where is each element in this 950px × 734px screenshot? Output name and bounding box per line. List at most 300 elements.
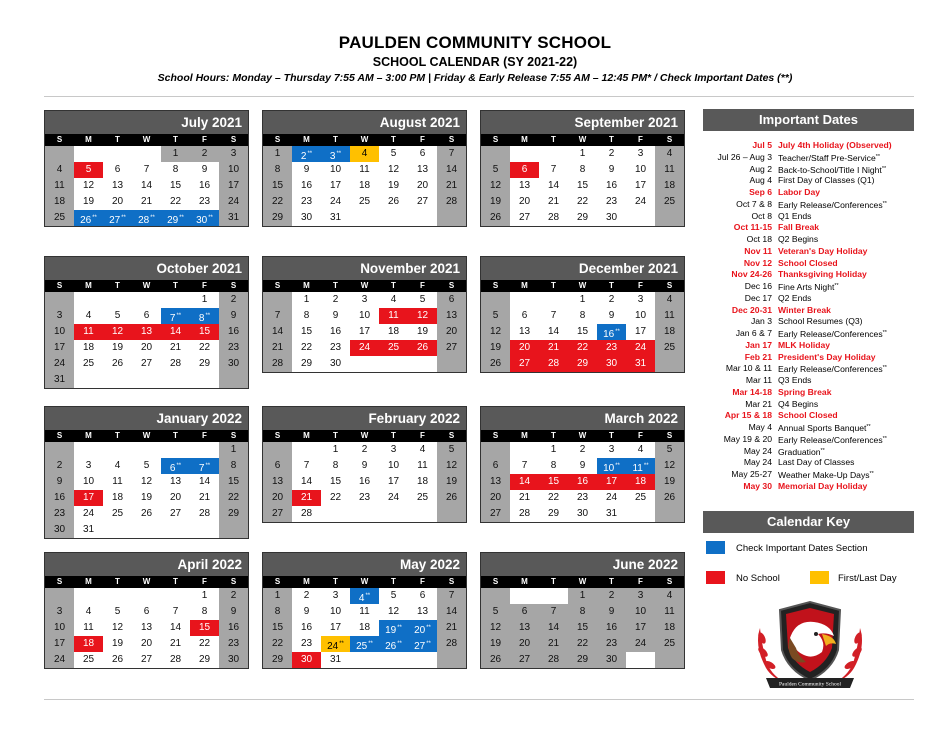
day-cell: 5 [114, 310, 121, 321]
day-cell: 26 [111, 654, 124, 665]
bottom-divider [44, 699, 914, 700]
day-cell: 11 [655, 604, 684, 620]
weekday-label: T [551, 431, 556, 440]
day-cell: 22 [263, 194, 292, 210]
day-cell: 31 [219, 210, 248, 226]
weekday-label: S [666, 577, 673, 586]
empty-cell [132, 588, 161, 604]
day-cell: 29 [576, 212, 589, 223]
day-cell: 30 [329, 358, 342, 369]
important-event: Early Release/Conferences** [778, 434, 887, 445]
important-event [778, 175, 914, 187]
day-cell: 25** [350, 636, 379, 652]
day-cell: 29 [568, 652, 597, 668]
weekday-label: M [85, 135, 92, 144]
important-date: May 24 [743, 445, 772, 456]
key-yellow-swatch [810, 571, 829, 584]
weekday-label: T [391, 135, 396, 144]
important-date-row [703, 175, 914, 187]
day-cell: 20** [408, 620, 437, 636]
empty-cell [103, 146, 132, 162]
day-cell: 13 [416, 164, 429, 175]
empty-cell [132, 442, 161, 458]
important-event [778, 140, 914, 152]
day-cell: 31 [45, 372, 74, 388]
day-cell: 11 [45, 178, 74, 194]
event-text: Fall Break [778, 222, 820, 233]
day-cell: 29 [547, 508, 560, 519]
important-date: Oct 11-15 [733, 222, 772, 233]
day-cell: 27 [140, 654, 153, 665]
empty-cell [350, 356, 379, 372]
day-cell: 10 [329, 606, 342, 617]
day-cell: 2 [608, 148, 615, 159]
day-cell: 30 [219, 652, 248, 668]
day-cell: 6 [143, 310, 150, 321]
weekday-label: M [85, 431, 92, 440]
day-cell: 28 [539, 652, 568, 668]
day-cell: 20 [111, 196, 124, 207]
day-cell: 16 [300, 622, 313, 633]
important-event [778, 211, 914, 223]
day-cell: 30 [576, 508, 589, 519]
event-text: Spring Break [778, 386, 832, 397]
important-event: Back-to-School/Title I Night** [778, 164, 887, 175]
important-date: Sep 6 [749, 187, 772, 197]
weekday-label: F [420, 135, 425, 144]
day-cell: 23 [358, 492, 371, 503]
day-cell: 7 [550, 310, 557, 321]
day-cell: 2 [219, 588, 248, 604]
important-date: May 25-27 [731, 469, 772, 479]
day-grid [45, 588, 248, 668]
day-cell: 26 [140, 508, 153, 519]
empty-cell [103, 588, 132, 604]
empty-cell [350, 210, 379, 226]
day-cell: 11 [83, 622, 94, 633]
important-event: Annual Sports Banquet** [778, 423, 871, 433]
day-cell: 16 [198, 180, 211, 191]
day-cell: 12 [82, 180, 95, 191]
day-cell: 5 [437, 442, 466, 458]
empty-cell [103, 372, 132, 388]
day-cell: 13 [518, 326, 531, 337]
day-cell: 6 [521, 310, 528, 321]
weekday-label: S [230, 135, 237, 144]
weekday-label: M [521, 281, 528, 290]
day-cell: 6 [114, 164, 121, 175]
important-date-row [703, 387, 914, 399]
day-cell: 14 [263, 324, 292, 340]
empty-cell [190, 372, 219, 388]
day-cell: 17 [219, 178, 248, 194]
day-cell: 18 [416, 476, 429, 487]
day-cell: 30** [190, 210, 219, 226]
day-cell: 1 [303, 294, 310, 305]
important-date: Jul 26 – Aug 3 [717, 151, 772, 162]
day-cell: 27** [103, 210, 132, 226]
empty-cell [481, 588, 510, 604]
important-event: Early Release/Conferences** [778, 329, 887, 339]
weekday-label: M [521, 135, 528, 144]
day-cell: 24 [605, 492, 618, 503]
day-cell: 27 [437, 340, 466, 356]
important-date-row [703, 352, 914, 364]
weekday-label: T [333, 281, 338, 290]
day-cell: 6** [161, 458, 190, 474]
day-cell: 21 [539, 636, 568, 652]
empty-cell [655, 210, 684, 226]
day-cell: 19 [111, 638, 124, 649]
weekday-label: S [56, 431, 63, 440]
event-text: Veteran's Day Holiday [778, 245, 868, 256]
day-cell: 9 [608, 310, 615, 321]
important-event [778, 316, 914, 328]
empty-cell [219, 372, 248, 388]
day-cell: 16 [358, 476, 371, 487]
important-date-row [703, 469, 914, 481]
weekday-header [45, 134, 248, 146]
event-text: Fine Arts Night [778, 282, 835, 292]
day-cell: 20 [510, 636, 539, 652]
day-cell: 6 [437, 292, 466, 308]
day-cell: 3 [390, 444, 397, 455]
day-cell: 12 [111, 622, 124, 633]
day-cell: 4 [655, 146, 684, 162]
empty-cell [626, 652, 655, 668]
day-cell: 6 [143, 606, 150, 617]
event-text: Weather Make-Up Days [778, 470, 870, 480]
weekday-label: W [142, 135, 151, 144]
important-date-row [703, 328, 914, 340]
empty-cell [45, 588, 74, 604]
important-date-row [703, 434, 914, 446]
day-grid [481, 442, 684, 522]
important-date: Nov 11 [744, 245, 772, 256]
day-cell: 18 [74, 636, 103, 652]
month-calendar [480, 110, 685, 227]
important-date-row [703, 258, 914, 270]
empty-cell [510, 292, 539, 308]
weekday-label: S [56, 281, 63, 290]
day-cell: 24 [387, 492, 400, 503]
day-cell: 17 [597, 474, 626, 490]
month-title: September 2021 [481, 111, 684, 134]
weekday-label: W [578, 577, 587, 586]
important-date: Oct 7 & 8 [736, 198, 772, 209]
day-cell: 28 [169, 654, 182, 665]
day-cell: 18 [358, 622, 371, 633]
weekday-label: S [448, 431, 455, 440]
empty-cell [626, 210, 655, 226]
day-cell: 13 [169, 476, 182, 487]
day-cell: 6 [419, 148, 426, 159]
day-cell: 1 [332, 444, 339, 455]
day-cell: 12 [103, 324, 132, 340]
day-cell: 14 [539, 620, 568, 636]
empty-cell [74, 588, 103, 604]
day-cell: 5 [481, 308, 510, 324]
day-grid [263, 292, 466, 372]
important-date: Mar 14-18 [732, 386, 772, 397]
day-cell: 9 [608, 164, 615, 175]
day-cell: 25 [82, 358, 95, 369]
important-date-row [703, 152, 914, 164]
weekday-label: M [303, 281, 310, 290]
day-cell: 25 [634, 492, 647, 503]
day-cell: 9 [303, 606, 310, 617]
day-cell: 25 [82, 654, 95, 665]
day-cell: 28 [547, 212, 560, 223]
weekday-label: T [551, 577, 556, 586]
day-cell: 1 [579, 148, 586, 159]
day-cell: 21 [169, 638, 182, 649]
day-cell: 21 [539, 340, 568, 356]
day-cell: 29 [198, 654, 211, 665]
empty-cell [103, 522, 132, 538]
day-cell: 29 [300, 358, 313, 369]
day-cell: 25 [379, 340, 408, 356]
day-cell: 5 [74, 162, 103, 178]
important-event [778, 293, 914, 305]
day-cell: 9 [201, 164, 208, 175]
day-cell: 30 [605, 212, 618, 223]
important-event [778, 457, 914, 469]
month-title: April 2022 [45, 553, 248, 576]
day-cell: 15 [263, 178, 292, 194]
important-date-row [703, 363, 914, 375]
day-cell: 25 [416, 492, 429, 503]
day-cell: 13 [263, 474, 292, 490]
day-cell: 9 [579, 460, 586, 471]
day-cell: 14 [547, 180, 560, 191]
weekday-label: F [202, 431, 207, 440]
empty-cell [161, 442, 190, 458]
day-cell: 3** [321, 146, 350, 162]
weekday-label: S [274, 431, 281, 440]
day-cell: 31 [605, 508, 618, 519]
day-cell: 4 [637, 444, 644, 455]
weekday-label: S [666, 281, 673, 290]
month-calendar [480, 256, 685, 373]
empty-cell [481, 292, 510, 308]
day-cell: 19 [416, 326, 429, 337]
day-cell: 3 [361, 294, 368, 305]
day-cell: 26 [387, 196, 400, 207]
month-title: December 2021 [481, 257, 684, 280]
important-date: Feb 21 [744, 351, 772, 362]
school-name: PAULDEN COMMUNITY SCHOOL [338, 33, 612, 52]
day-cell: 4 [419, 444, 426, 455]
important-event: Fine Arts Night** [778, 282, 839, 292]
day-cell: 29 [263, 652, 292, 668]
weekday-label: F [420, 281, 425, 290]
important-date: Dec 16 [744, 281, 772, 291]
weekday-label: S [492, 577, 499, 586]
day-cell: 2 [303, 590, 310, 601]
important-date: Dec 17 [744, 292, 772, 303]
day-cell: 7 [539, 604, 568, 620]
day-cell: 23 [597, 636, 626, 652]
day-cell: 6 [481, 458, 510, 474]
day-cell: 21 [547, 196, 560, 207]
important-date: May 24 [743, 457, 772, 468]
day-cell: 13 [111, 180, 124, 191]
day-cell: 19** [379, 620, 408, 636]
day-cell: 6 [419, 590, 426, 601]
important-date: Aug 4 [749, 175, 772, 186]
key-no-school-label: No School [736, 573, 780, 584]
day-cell: 31 [82, 524, 95, 535]
weekday-label: T [333, 431, 338, 440]
month-calendar [262, 552, 467, 669]
empty-cell [408, 210, 437, 226]
day-cell: 5 [481, 162, 510, 178]
day-cell: 26** [74, 210, 103, 226]
day-cell: 21 [263, 340, 292, 356]
day-cell: 1 [201, 590, 208, 601]
weekday-label: T [333, 135, 338, 144]
day-cell: 7 [521, 460, 528, 471]
weekday-label: W [360, 577, 369, 586]
weekday-label: T [333, 577, 338, 586]
day-cell: 16 [568, 474, 597, 490]
weekday-label: W [360, 431, 369, 440]
empty-cell [74, 292, 103, 308]
day-cell: 28 [437, 636, 466, 652]
day-cell: 8 [579, 310, 586, 321]
day-cell: 27 [263, 506, 292, 522]
day-cell: 13 [132, 324, 161, 340]
event-text: Early Release/Conferences [778, 364, 883, 375]
month-title: July 2021 [45, 111, 248, 134]
event-text: Q1 Ends [778, 210, 812, 221]
empty-cell [45, 146, 74, 162]
day-cell: 25 [358, 196, 371, 207]
day-cell: 4 [85, 310, 92, 321]
key-blue-swatch [706, 541, 725, 554]
day-cell: 8 [172, 164, 179, 175]
important-date: Mar 10 & 11 [725, 363, 772, 374]
day-cell: 17 [634, 326, 647, 337]
day-cell: 9 [303, 164, 310, 175]
day-cell: 5 [143, 460, 150, 471]
month-calendar [44, 110, 249, 227]
empty-cell [103, 292, 132, 308]
weekday-label: M [521, 577, 528, 586]
day-cell: 17 [387, 476, 400, 487]
day-cell: 1 [579, 294, 586, 305]
important-date: May 19 & 20 [723, 433, 772, 444]
weekday-label: W [142, 431, 151, 440]
empty-cell [190, 522, 219, 538]
weekday-label: T [173, 577, 178, 586]
day-cell: 31 [329, 212, 342, 223]
event-text: Q3 Ends [778, 375, 812, 385]
day-cell: 11 [655, 162, 684, 178]
event-text: School Resumes (Q3) [778, 316, 863, 327]
day-cell: 30 [300, 212, 313, 223]
day-cell: 3 [45, 308, 74, 324]
day-cell: 21 [169, 342, 182, 353]
day-cell: 2 [579, 444, 586, 455]
month-title: March 2022 [481, 407, 684, 430]
month-calendar [44, 552, 249, 669]
day-cell: 22 [300, 342, 313, 353]
day-cell: 16 [605, 180, 618, 191]
day-cell: 15 [576, 326, 589, 337]
weekday-label: S [230, 577, 237, 586]
important-date: Nov 24-26 [731, 269, 772, 280]
day-cell: 4 [45, 162, 74, 178]
weekday-header [481, 134, 684, 146]
event-text: July 4th Holiday (Observed) [778, 140, 892, 150]
weekday-label: F [202, 281, 207, 290]
day-cell: 29** [161, 210, 190, 226]
important-dates-title: Important Dates [703, 109, 914, 131]
day-cell: 12 [140, 476, 153, 487]
day-cell: 8 [219, 458, 248, 474]
important-date-row [703, 446, 914, 458]
day-cell: 3 [637, 294, 644, 305]
day-cell: 16 [219, 620, 248, 636]
empty-cell [481, 442, 510, 458]
day-cell: 3 [45, 604, 74, 620]
school-hours: School Hours: Monday – Thursday 7:55 AM – 3:00 PM | Friday & Early Release 7:55 AM – 12:45 PM* / Check Important Dates (**) [157, 72, 793, 84]
important-date-row [703, 410, 914, 422]
day-cell: 1 [568, 588, 597, 604]
day-cell: 8 [568, 604, 597, 620]
month-title: January 2022 [45, 407, 248, 430]
day-cell: 11 [74, 324, 103, 340]
day-cell: 1 [263, 588, 292, 604]
day-cell: 20 [510, 340, 539, 356]
day-cell: 18 [655, 324, 684, 340]
day-cell: 28 [300, 508, 313, 519]
day-cell: 22 [576, 196, 589, 207]
day-cell: 15 [190, 620, 219, 636]
day-cell: 24 [634, 196, 647, 207]
weekday-label: T [391, 431, 396, 440]
day-cell: 7 [172, 606, 179, 617]
day-cell: 14 [547, 326, 560, 337]
important-date-row [703, 457, 914, 469]
day-cell: 15 [329, 476, 342, 487]
day-cell: 18 [387, 326, 400, 337]
important-date: Jan 3 [750, 316, 772, 327]
weekday-label: M [521, 431, 528, 440]
empty-cell [190, 442, 219, 458]
month-calendar [44, 256, 249, 389]
empty-cell [655, 356, 684, 372]
day-cell: 20 [140, 342, 153, 353]
empty-cell [292, 442, 321, 458]
event-text: President's Day Holiday [778, 351, 876, 362]
day-cell: 18 [626, 474, 655, 490]
weekday-header [263, 134, 466, 146]
weekday-label: S [56, 577, 63, 586]
day-cell: 3 [608, 444, 615, 455]
empty-cell [655, 506, 684, 522]
weekday-label: M [85, 281, 92, 290]
event-text: Teacher/Staff Pre-Service [778, 152, 876, 163]
weekday-header [45, 576, 248, 588]
day-cell: 11** [626, 458, 655, 474]
empty-cell [655, 652, 684, 668]
weekday-label: T [115, 281, 120, 290]
important-date: Mar 21 [745, 398, 772, 409]
day-cell: 7 [550, 164, 557, 175]
